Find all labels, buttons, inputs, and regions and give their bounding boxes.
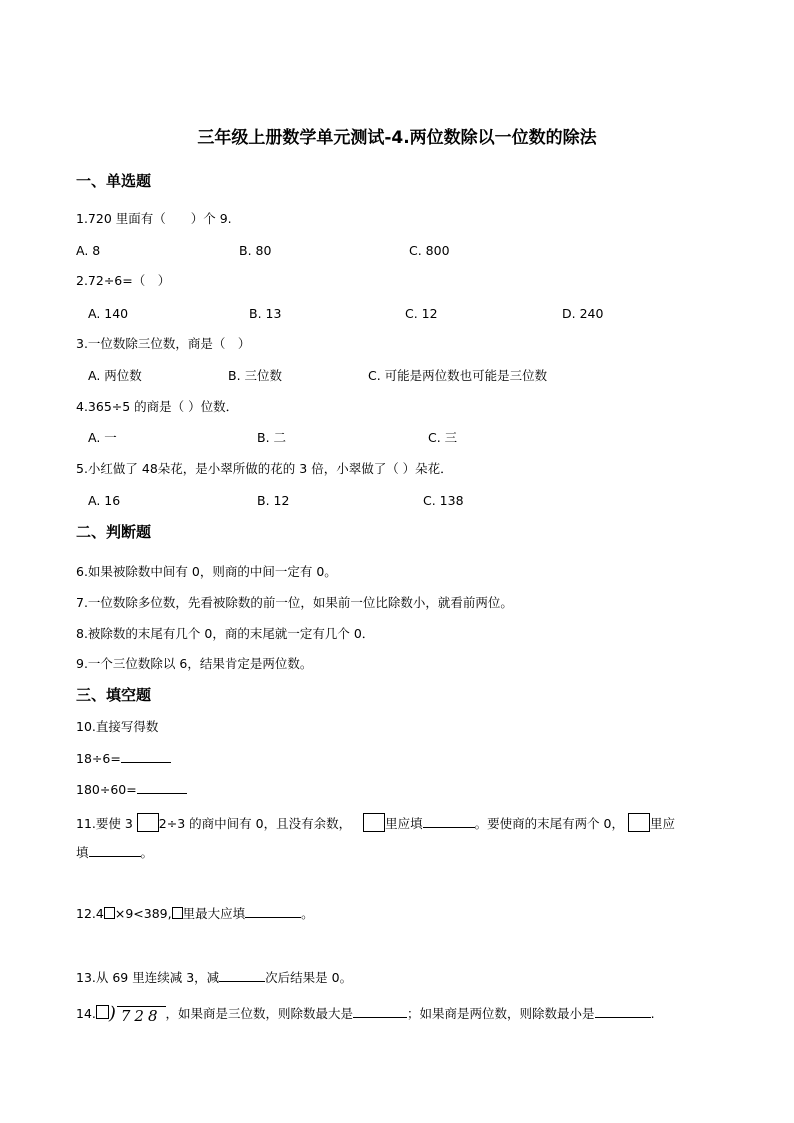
q11-part-3: 里应填	[385, 816, 423, 831]
q5-option-a[interactable]: A. 16	[88, 493, 121, 508]
section-heading-true-false: 二、判断题	[76, 523, 152, 541]
digit-box[interactable]	[363, 813, 385, 832]
question-5: 5.小红做了 48朵花，是小翠所做的花的 3 倍，小翠做了（ ）朵花．	[76, 461, 453, 476]
question-10: 10.直接写得数	[76, 719, 159, 734]
q2-option-b[interactable]: B. 13	[249, 306, 282, 321]
q1-option-c[interactable]: C. 800	[409, 243, 450, 258]
dividend: 728	[117, 1006, 166, 1025]
digit-box[interactable]	[628, 813, 650, 832]
q10-line-1	[76, 751, 171, 767]
divisor-box[interactable]	[96, 1005, 109, 1019]
q11-part-4: 。要使商的末尾有两个 0，	[474, 816, 625, 831]
section-heading-single-choice: 一、单选题	[76, 172, 152, 190]
question-1: 1.720 里面有（ ）个 9.	[76, 211, 232, 226]
q14-part-1: 14.	[76, 1006, 96, 1021]
q14-part-4: .	[650, 1006, 655, 1021]
q14-part-2: ，如果商是三位数，则除数最大是	[165, 1006, 354, 1021]
answer-blank[interactable]	[595, 1006, 651, 1018]
q2-option-d[interactable]: D. 240	[562, 306, 604, 321]
q10-expr-1: 18÷6=	[76, 751, 121, 766]
q11-part-7: 。	[140, 845, 154, 860]
q3-option-a[interactable]: A. 两位数	[88, 368, 142, 383]
q4-option-c[interactable]: C. 三	[428, 430, 458, 445]
q3-option-c[interactable]: C. 可能是两位数也可能是三位数	[368, 368, 548, 383]
q5-option-b[interactable]: B. 12	[257, 493, 290, 508]
answer-blank[interactable]	[353, 1006, 407, 1018]
answer-blank[interactable]	[137, 782, 187, 794]
q2-option-c[interactable]: C. 12	[405, 306, 438, 321]
q12-part-2: ×9<389,	[114, 906, 172, 921]
long-division-symbol: ) 728	[109, 1006, 166, 1027]
question-6: 6.如果被除数中间有 0，则商的中间一定有 0。	[76, 564, 337, 579]
q14-part-3: ；如果商是两位数，则除数最小是	[407, 1006, 595, 1021]
answer-blank[interactable]	[219, 970, 265, 982]
question-14	[76, 1004, 655, 1027]
digit-box[interactable]	[137, 813, 159, 832]
question-9: 9.一个三位数除以 6，结果肯定是两位数。	[76, 656, 313, 671]
q13-part-2: 次后结果是 0。	[265, 970, 353, 985]
section-heading-fill-blank: 三、填空题	[76, 686, 152, 704]
question-12	[76, 906, 314, 922]
q10-line-2	[76, 782, 187, 798]
question-2: 2.72÷6=（ ）	[76, 273, 171, 288]
q11-part-1: 11.要使 3	[76, 816, 133, 831]
answer-blank[interactable]	[89, 845, 141, 857]
q12-part-4: 。	[301, 906, 314, 921]
digit-box-reference	[172, 907, 183, 919]
question-11-line-2	[76, 845, 153, 861]
question-4: 4.365÷5 的商是（ ）位数．	[76, 399, 239, 414]
answer-blank[interactable]	[121, 751, 171, 763]
q5-option-c[interactable]: C. 138	[423, 493, 464, 508]
q1-option-a[interactable]: A. 8	[76, 243, 101, 258]
q12-part-3: 里最大应填	[182, 906, 246, 921]
answer-blank[interactable]	[245, 906, 301, 918]
q1-option-b[interactable]: B. 80	[239, 243, 272, 258]
q12-part-1: 12.4	[76, 906, 104, 921]
question-8: 8.被除数的末尾有几个 0，商的末尾就一定有几个 0．	[76, 626, 375, 641]
page-title: 三年级上册数学单元测试-4.两位数除以一位数的除法	[197, 128, 597, 148]
q10-expr-2: 180÷60=	[76, 782, 137, 797]
q11-part-5: 里应	[650, 816, 676, 831]
question-7: 7.一位数除多位数，先看被除数的前一位，如果前一位比除数小，就看前两位。	[76, 595, 513, 610]
q11-part-6: 填	[76, 845, 89, 860]
q11-part-2: 2÷3 的商中间有 0，且没有余数，	[158, 816, 352, 831]
question-13	[76, 970, 352, 986]
question-3: 3.一位数除三位数，商是（ ）	[76, 336, 251, 351]
digit-box[interactable]	[104, 907, 115, 919]
q3-option-b[interactable]: B. 三位数	[228, 368, 283, 383]
question-11-line-1	[76, 813, 675, 832]
answer-blank[interactable]	[423, 816, 475, 828]
q4-option-a[interactable]: A. 一	[88, 430, 117, 445]
q2-option-a[interactable]: A. 140	[88, 306, 129, 321]
q4-option-b[interactable]: B. 二	[257, 430, 287, 445]
q13-part-1: 13.从 69 里连续减 3，减	[76, 970, 220, 985]
